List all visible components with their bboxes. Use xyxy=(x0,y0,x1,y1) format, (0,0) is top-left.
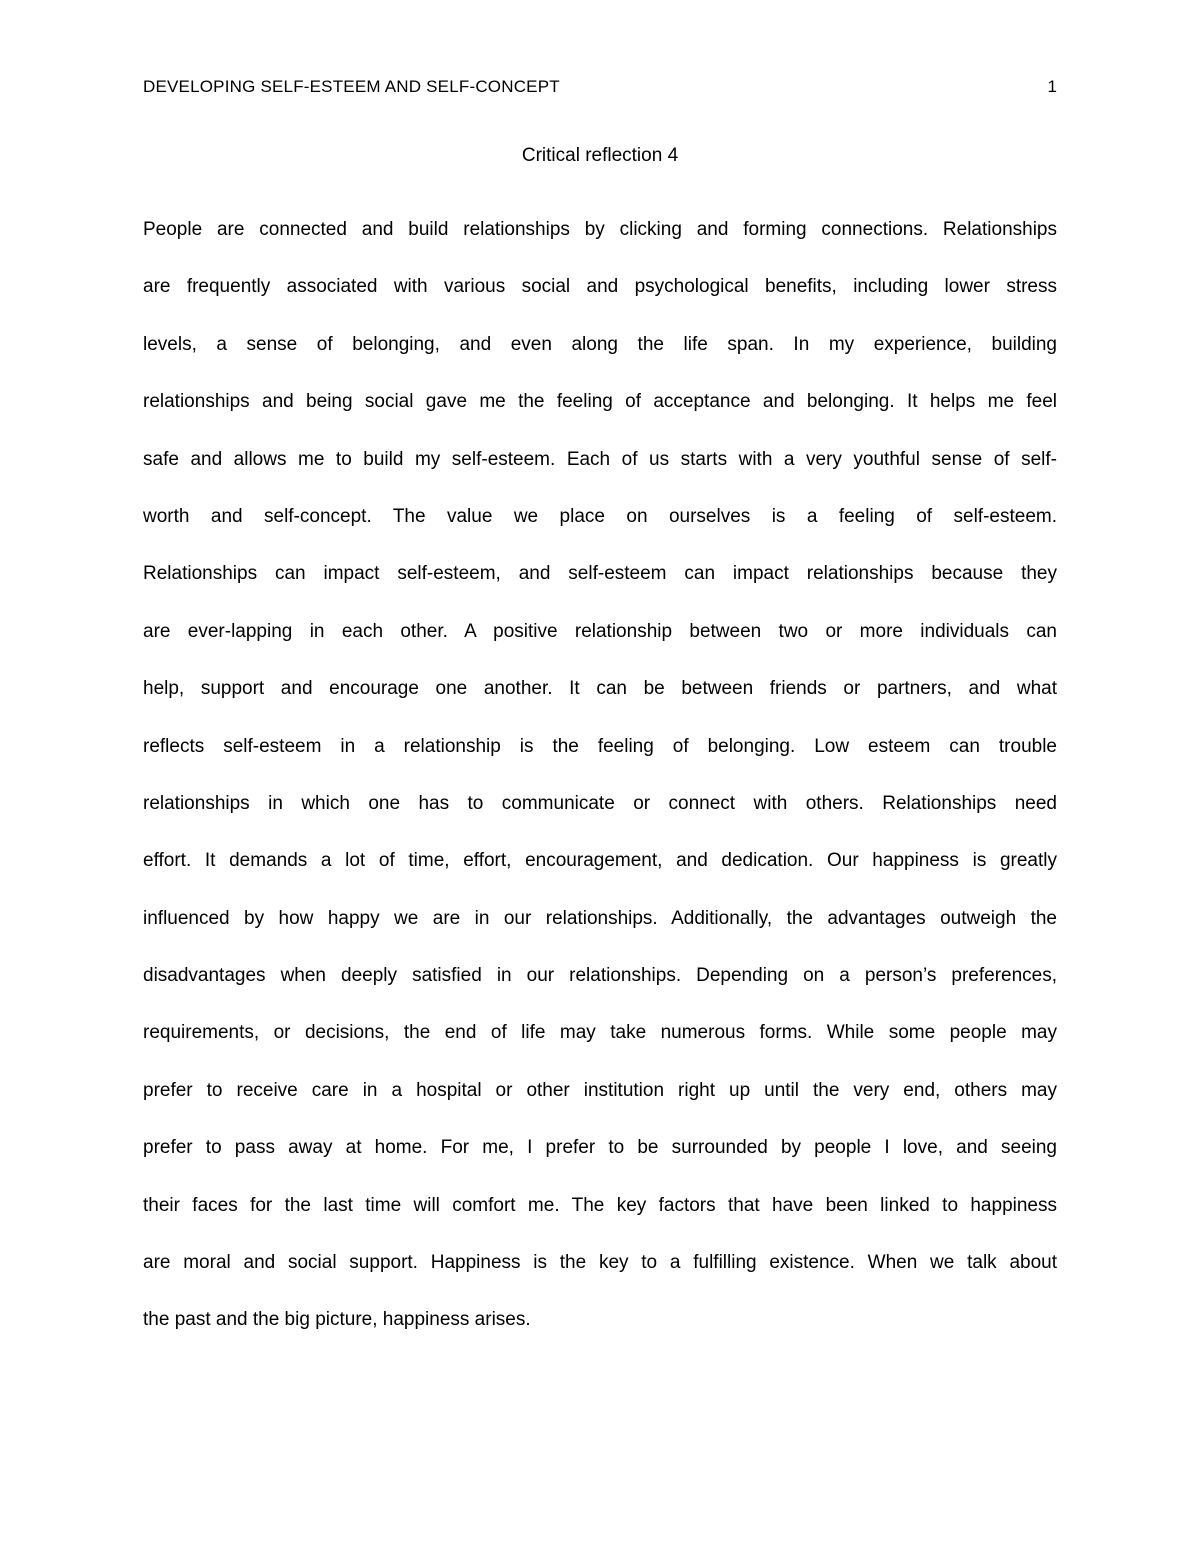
body-line: influenced by how happy we are in our relationships. Additionally, the advantages outweigh the xyxy=(143,907,1057,929)
body-line: effort. It demands a lot of time, effort, encouragement, and dedication. Our happiness is greatly xyxy=(143,850,1057,872)
body-line: disadvantages when deeply satisfied in our relationships. Depending on a person’s preferences, xyxy=(143,965,1057,987)
body-line: relationships and being social gave me the feeling of acceptance and belonging. It helps me feel xyxy=(143,391,1057,413)
body-line: are ever-lapping in each other. A positive relationship between two or more individuals can xyxy=(143,620,1057,642)
body-line: levels, a sense of belonging, and even along the life span. In my experience, building xyxy=(143,333,1057,355)
body-line: are moral and social support. Happiness is the key to a fulfilling existence. When we talk about xyxy=(143,1252,1057,1274)
page-number: 1 xyxy=(1047,77,1057,96)
running-head: DEVELOPING SELF-ESTEEM AND SELF-CONCEPT xyxy=(143,77,560,96)
body-line: the past and the big picture, happiness arises. xyxy=(143,1309,531,1331)
body-line: their faces for the last time will comfort me. The key factors that have been linked to happiness xyxy=(143,1194,1057,1216)
body-line: safe and allows me to build my self-esteem. Each of us starts with a very youthful sense of self- xyxy=(143,448,1057,470)
body-line: People are connected and build relationships by clicking and forming connections. Relationships xyxy=(143,219,1057,240)
body-line: worth and self-concept. The value we place on ourselves is a feeling of self-esteem. xyxy=(143,505,1057,527)
document-title: Critical reflection 4 xyxy=(521,145,679,166)
body-line: are frequently associated with various social and psychological benefits, including lower stress xyxy=(143,276,1057,298)
body-paragraph xyxy=(143,201,1057,1349)
body-line: Relationships can impact self-esteem, and self-esteem can impact relationships because they xyxy=(143,563,1057,585)
body-line: reflects self-esteem in a relationship is the feeling of belonging. Low esteem can trouble xyxy=(143,735,1057,757)
body-line: help, support and encourage one another. It can be between friends or partners, and what xyxy=(143,678,1057,700)
body-line: prefer to pass away at home. For me, I prefer to be surrounded by people I love, and seeing xyxy=(143,1137,1057,1159)
body-line: requirements, or decisions, the end of life may take numerous forms. While some people may xyxy=(143,1022,1057,1044)
body-line: relationships in which one has to communicate or connect with others. Relationships need xyxy=(143,792,1057,814)
body-line: prefer to receive care in a hospital or other institution right up until the very end, others may xyxy=(143,1079,1057,1101)
